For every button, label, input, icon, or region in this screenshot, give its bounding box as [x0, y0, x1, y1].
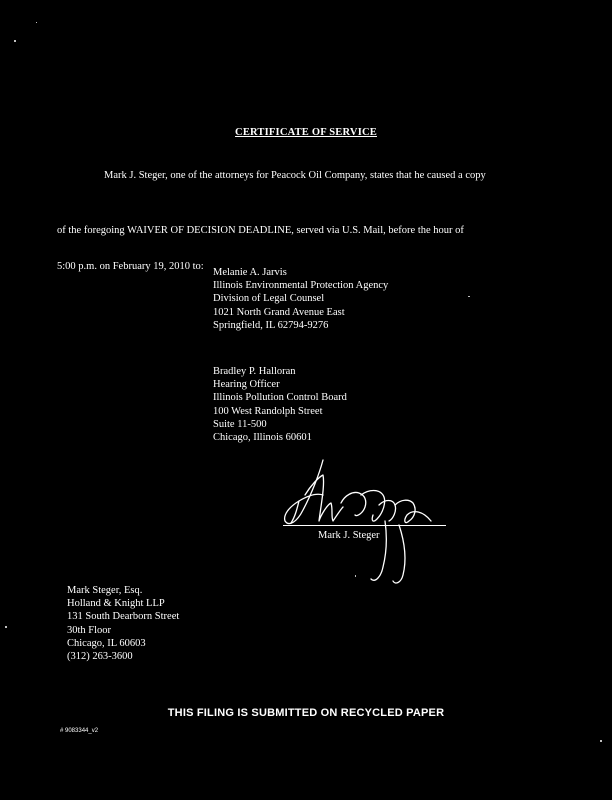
- recipient-2-line: Chicago, Illinois 60601: [213, 432, 312, 444]
- sender-address: [67, 584, 179, 663]
- sender-line: Holland & Knight LLP: [67, 598, 165, 610]
- sender-line: Mark Steger, Esq.: [67, 585, 143, 596]
- document-number: # 9083344_v2: [60, 728, 99, 734]
- scan-speck: [355, 575, 356, 577]
- scan-speck: [36, 22, 37, 23]
- recipient-2-line: 100 West Randolph Street: [213, 405, 323, 417]
- recipient-2-line: Bradley P. Halloran: [213, 366, 296, 377]
- scan-speck: [5, 626, 7, 628]
- sender-line: Chicago, IL 60603: [67, 637, 146, 649]
- recycled-paper-notice: THIS FILING IS SUBMITTED ON RECYCLED PAPER: [167, 707, 445, 719]
- recipient-2-line: Illinois Pollution Control Board: [213, 392, 347, 404]
- body-line-2: of the foregoing WAIVER OF DECISION DEADLINE, served via U.S. Mail, before the hour of: [57, 225, 464, 236]
- recipient-address-2: [213, 365, 347, 444]
- recipient-2-line: Hearing Officer: [213, 379, 280, 391]
- body-line-1: Mark J. Steger, one of the attorneys for Peacock Oil Company, states that he caused a copy: [104, 170, 486, 181]
- recipient-2-line: Suite 11-500: [213, 418, 267, 430]
- recipient-1-line: Illinois Environmental Protection Agency: [213, 280, 389, 292]
- body-line-3: 5:00 p.m. on February 19, 2010 to:: [57, 261, 204, 272]
- signature-line: [283, 525, 446, 526]
- handwritten-signature: [275, 455, 455, 590]
- sender-line: 131 South Dearborn Street: [67, 611, 180, 623]
- recipient-1-line: Springfield, IL 62794-9276: [213, 319, 329, 331]
- recipient-1-line: Melanie A. Jarvis: [213, 267, 287, 278]
- scan-speck: [600, 740, 602, 742]
- document-title: CERTIFICATE OF SERVICE: [235, 127, 377, 138]
- scan-speck: [468, 296, 470, 297]
- scan-speck: [14, 40, 16, 42]
- recipient-1-line: 1021 North Grand Avenue East: [213, 306, 345, 318]
- signer-name: Mark J. Steger: [318, 530, 380, 541]
- sender-line: 30th Floor: [67, 624, 112, 636]
- recipient-1-line: Division of Legal Counsel: [213, 293, 325, 305]
- sender-line: (312) 263-3600: [67, 651, 133, 663]
- recipient-address-1: [213, 266, 388, 332]
